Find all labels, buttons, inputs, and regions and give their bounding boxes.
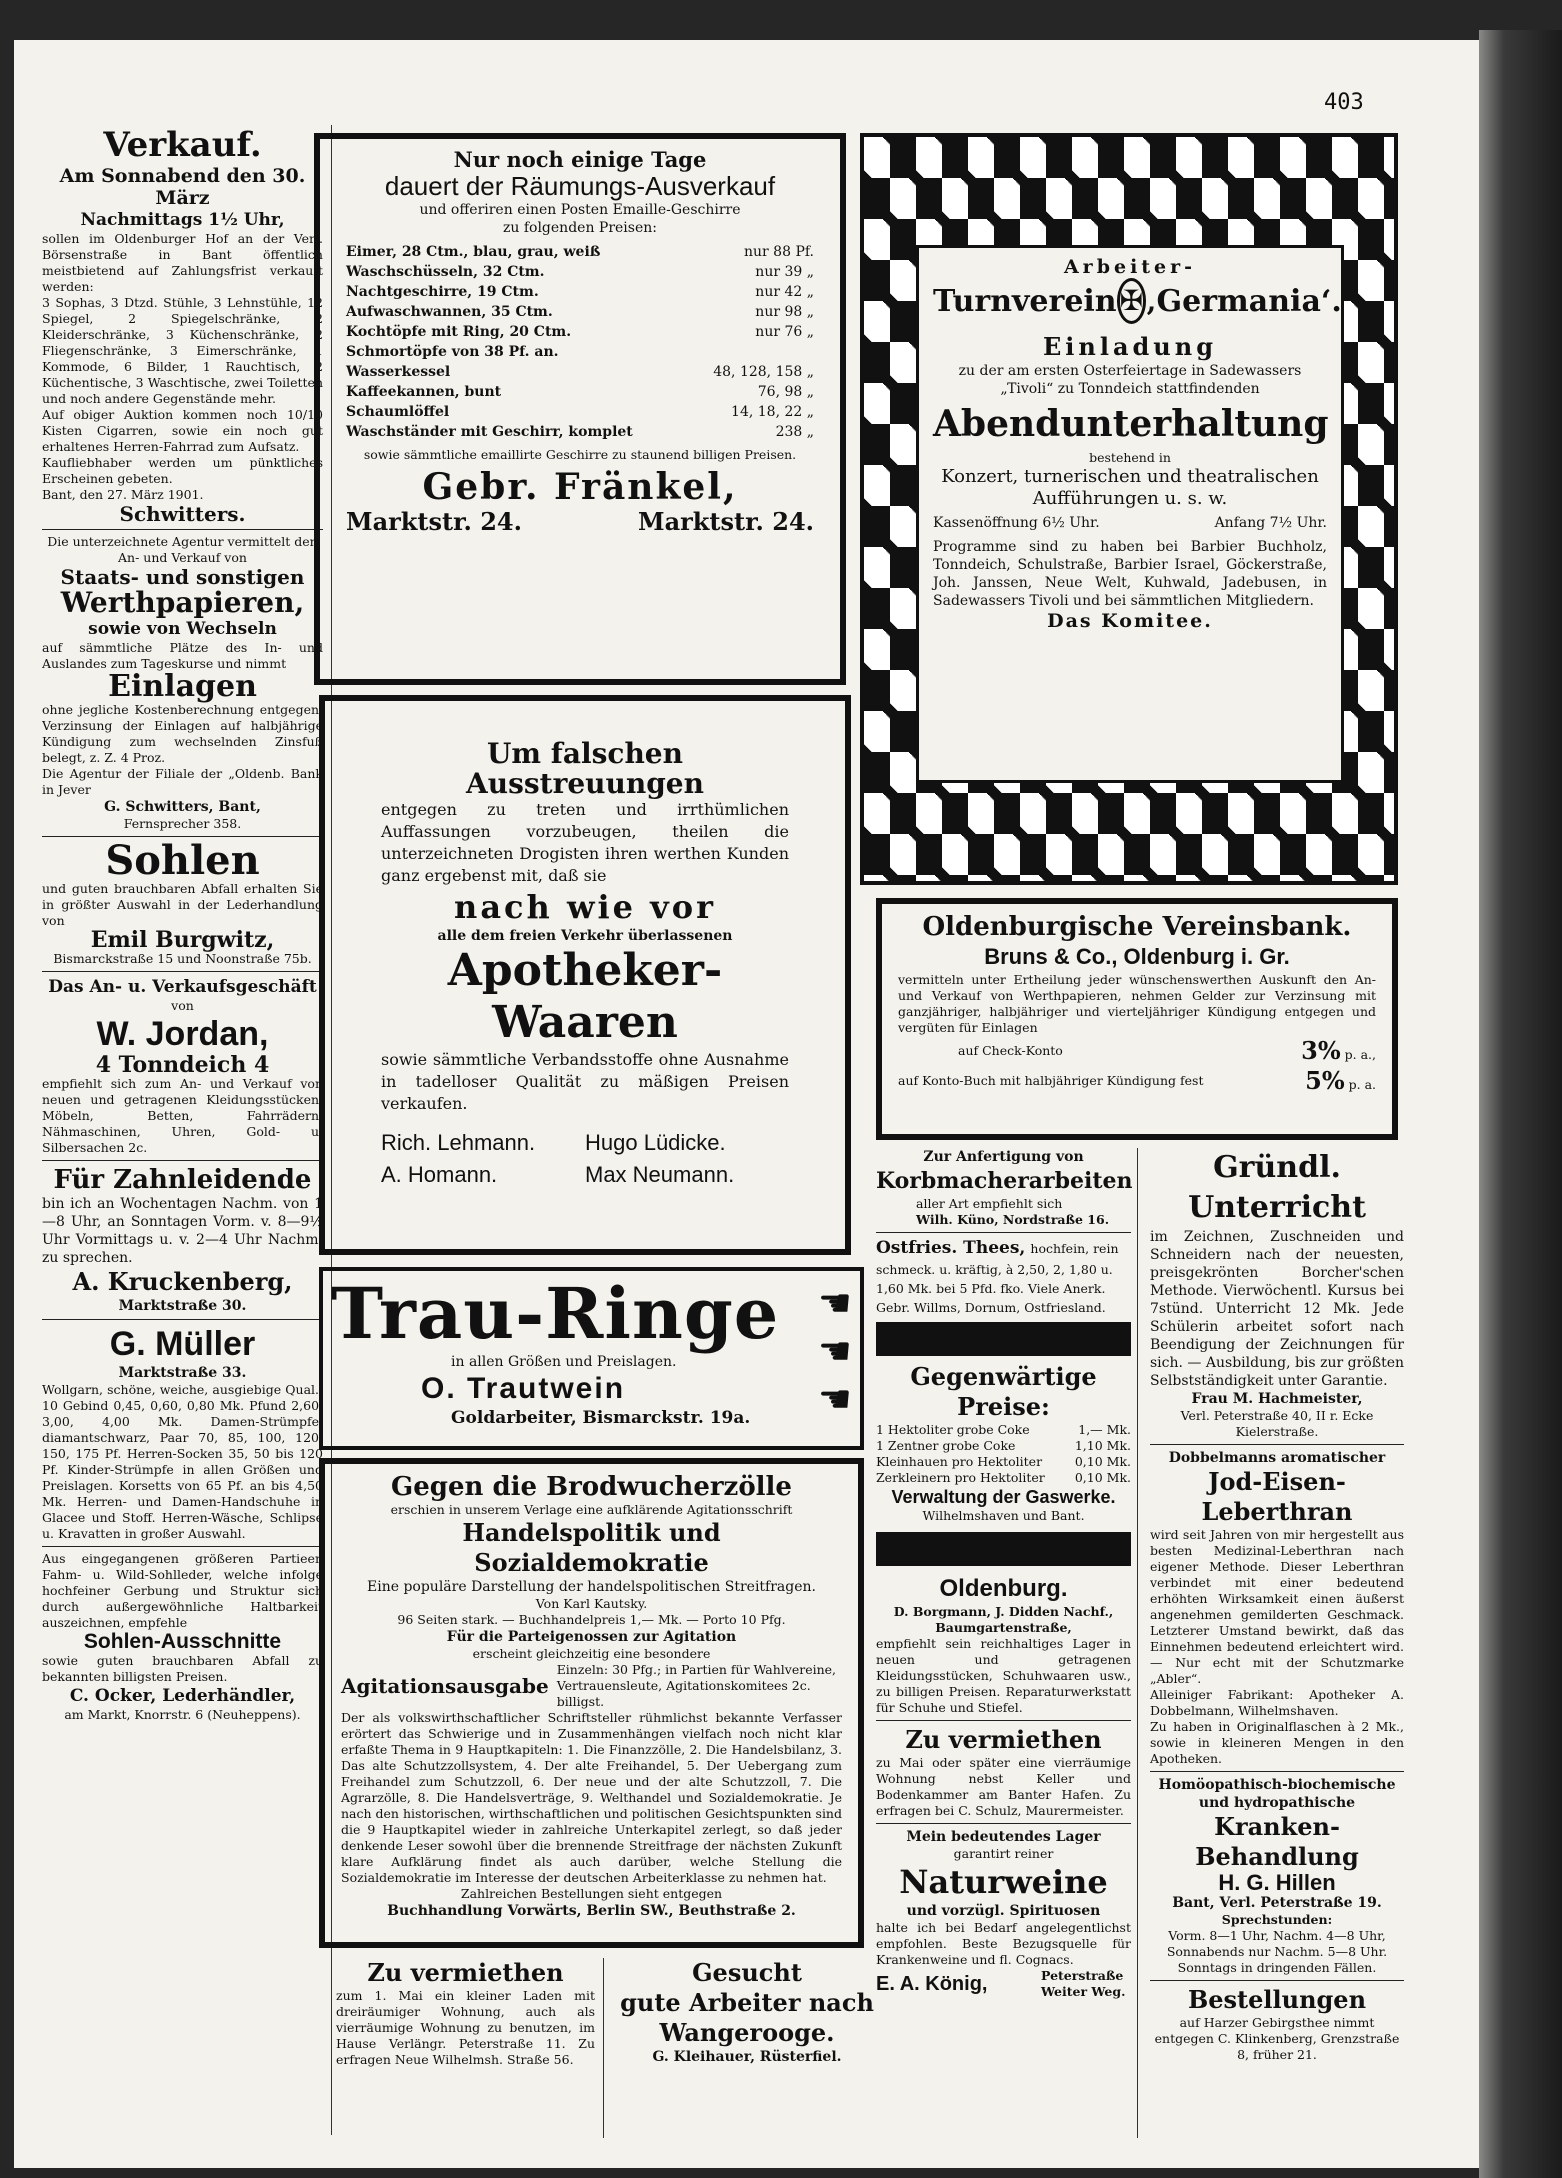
zahn-title: Für Zahnleidende bbox=[53, 1165, 312, 1195]
leberthran-body: wird seit Jahren von mir hergestellt aus besten Medizinal-Leberthran nach eigener Methode. Dieser Leberthran verbindet mit einer bedeutend erhöhten Wirksamkeit einen äußerst angenehmen gemilderten Geschmack. Letzterer Umstand bewirkt, daß das Einnehmen bedeutend erleichtert wird. — Nur echt mit der Schutzmarke „Abler“. bbox=[1150, 1527, 1404, 1686]
agentur-body: auf sämmtliche Plätze des In- und Auslandes zum Tageskurse und nimmt bbox=[42, 640, 323, 671]
mueller-name: G. Müller bbox=[109, 1325, 256, 1363]
jordan-body: empfiehlt sich zum An- und Verkauf von neuen und getragenen Kleidungsstücken, Möbeln, Betten, Fahrrädern, Nähmaschinen, Uhren, Gold- u. Silbersachen 2c. bbox=[42, 1076, 323, 1155]
ocker-body2: sowie guten brauchbaren Abfall zu bekannten billigsten Preisen. bbox=[42, 1653, 323, 1684]
sohlen-title: Sohlen bbox=[105, 837, 260, 884]
black-bar bbox=[876, 1532, 1131, 1566]
agentur-t2: Werthpapieren, bbox=[60, 586, 305, 619]
ad-mueller bbox=[42, 1324, 323, 1542]
koenig-l1: Mein bedeutendes Lager bbox=[906, 1829, 1101, 1845]
ad-gesucht bbox=[612, 1958, 874, 2138]
ad-thees bbox=[876, 1237, 1131, 1316]
ocker-title: Sohlen-Ausschnitte bbox=[83, 1630, 282, 1653]
jordan-l2: von bbox=[171, 998, 194, 1013]
leberthran-l3: Zu haben in Originalflaschen à 2 Mk., sowie in kleineren Mengen in den Apotheken. bbox=[1150, 1719, 1404, 1766]
vermiethen-left-title: Zu vermiethen bbox=[367, 1958, 564, 1987]
ad-trauringe bbox=[319, 1267, 864, 1450]
drogisten-l6: sowie sämmtliche Verbandsstoffe ohne Ausnahme in tadelloser Qualität zu mäßigen Preisen verkaufen. bbox=[381, 1050, 789, 1113]
brodwucher-l4: Eine populäre Darstellung der handelspolitischen Streitfragen. bbox=[367, 1579, 816, 1595]
price-row: Waschschüsseln, 32 Ctm. nur 39 „ bbox=[346, 264, 814, 280]
price-row: Schmortöpfe von 38 Pf. an. bbox=[346, 344, 559, 360]
jordan-l1: Das An- u. Verkaufsgeschäft bbox=[48, 977, 317, 997]
brodwucher-l10: Zahlreichen Bestellungen sieht entgegen bbox=[460, 1886, 723, 1901]
leberthran-title: Jod-Eisen-Leberthran bbox=[1201, 1467, 1353, 1526]
preise-row: 1 Zentner grobe Coke 1,10 Mk. bbox=[876, 1438, 1131, 1453]
vermiethen-mid-title: Zu vermiethen bbox=[905, 1725, 1102, 1754]
leberthran-l2: Alleiniger Fabrikant: Apotheker A. Dobbelmann, Wilhelmshaven. bbox=[1150, 1687, 1404, 1718]
koenig-l3: und vorzügl. Spirituosen bbox=[906, 1903, 1101, 1919]
ad-vereinsbank bbox=[876, 898, 1398, 1140]
brodwucher-l9: Agitationsausgabe Einzeln: 30 Pfg.; in Partien für Wahlvereine, Vertrauensleute, Agitationskomitees 2c. billigst. bbox=[341, 1662, 837, 1709]
korb-l3: aller Art empfiehlt sich bbox=[916, 1196, 1063, 1211]
hillen-l3: Sprechstunden: bbox=[1221, 1912, 1333, 1927]
ad-agentur bbox=[42, 534, 323, 832]
agentur-body3: Die Agentur der Filiale der „Oldenb. Bank in Jever bbox=[42, 766, 323, 797]
column-right bbox=[1146, 1148, 1404, 2138]
black-bar bbox=[876, 1322, 1131, 1356]
thees-title: Ostfries. Thees, bbox=[876, 1238, 1026, 1258]
fraenkel-l4: zu folgenden Preisen: bbox=[503, 220, 657, 236]
turner-emblem-icon: ✠ bbox=[1117, 278, 1146, 324]
brodwucher-l5: Von Karl Kautsky. bbox=[535, 1596, 648, 1611]
drogist-name: Rich. Lehmann. bbox=[381, 1130, 536, 1155]
agentur-sign: G. Schwitters, Bant, bbox=[104, 799, 261, 815]
agentur-phone: Fernsprecher 358. bbox=[123, 816, 242, 831]
drogisten-l4: alle dem freien Verkehr überlassenen bbox=[437, 928, 733, 944]
hillen-body: Vorm. 8—1 Uhr, Nachm. 4—8 Uhr, Sonnabends nur Nachm. 5—8 Uhr. Sonntags in dringenden Fällen. bbox=[1166, 1928, 1388, 1975]
hillen-addr: Bant, Verl. Peterstraße 19. bbox=[1172, 1895, 1382, 1911]
price-row: Waschständer mit Geschirr, komplet 238 „ bbox=[346, 424, 814, 440]
ad-fraenkel bbox=[314, 133, 846, 685]
oldenburg-title: Oldenburg. bbox=[939, 1575, 1068, 1602]
drogisten-l3: nach wie vor bbox=[454, 888, 716, 926]
germania-l2b: ‚Germania‘. bbox=[1146, 283, 1342, 319]
unterricht-sign: Frau M. Hachmeister, bbox=[1191, 1391, 1363, 1407]
korb-l2: Korbmacherarbeiten bbox=[876, 1168, 1133, 1194]
ad-jordan bbox=[42, 976, 323, 1156]
hillen-name: H. G. Hillen bbox=[1218, 1870, 1336, 1895]
newspaper-page bbox=[14, 40, 1479, 2168]
germania-l4: zu der am ersten Osterfeiertage in Sadewassers „Tivoli“ zu Tonndeich stattfindenden bbox=[958, 363, 1302, 397]
preise-row: Kleinhauen pro Hektoliter 0,10 Mk. bbox=[876, 1454, 1131, 1469]
preise-row: Zerkleinern pro Hektoliter 0,10 Mk. bbox=[876, 1470, 1131, 1485]
oldenburg-l1: D. Borgmann, J. Didden Nachf., Baumgartenstraße, bbox=[893, 1604, 1114, 1635]
brodwucher-l11: Buchhandlung Vorwärts, Berlin SW., Beuthstraße 2. bbox=[387, 1903, 796, 1919]
verkauf-sign: Schwitters. bbox=[119, 502, 246, 526]
hillen-l1: Homöopathisch-biochemische bbox=[1158, 1777, 1396, 1793]
germania-l1: Arbeiter- bbox=[1063, 256, 1197, 278]
brodwucher-l2: erschien in unserem Verlage eine aufklärende Agitationsschrift bbox=[390, 1502, 793, 1517]
fraenkel-name: Gebr. Fränkel, bbox=[422, 466, 738, 508]
trauringe-addr: Goldarbeiter, Bismarckstr. 19a. bbox=[451, 1408, 751, 1428]
zahn-body: bin ich an Wochentagen Nachm. von 1—8 Uhr, an Sonntagen Vorm. v. 8—9½ Uhr Vormittags u. v. 2—4 Uhr Nachm. zu sprechen. bbox=[42, 1196, 323, 1266]
germania-l7: Konzert, turnerischen und theatralischen Aufführungen u. s. w. bbox=[941, 466, 1319, 509]
agentur-t4: Einlagen bbox=[108, 669, 257, 704]
ad-leberthran bbox=[1150, 1449, 1404, 1767]
germania-l6: bestehend in bbox=[1089, 450, 1171, 465]
koenig-l2: garantirt reiner bbox=[953, 1846, 1054, 1861]
preise-row: 1 Hektoliter grobe Coke 1,— Mk. bbox=[876, 1422, 1131, 1437]
mueller-addr: Marktstraße 33. bbox=[118, 1365, 247, 1381]
fraenkel-l2: dauert der Räumungs-Ausverkauf bbox=[384, 171, 776, 201]
drogisten-l1: Um falschen Ausstreuungen bbox=[466, 737, 704, 800]
price-row: Aufwaschwannen, 35 Ctm. nur 98 „ bbox=[346, 304, 814, 320]
koenig-body: halte ich bei Bedarf angelegentlichst empfohlen. Beste Bezugsquelle für Krankenweine und fl. Cognacs. bbox=[876, 1920, 1131, 1967]
jordan-addr: 4 Tonndeich 4 bbox=[95, 1052, 270, 1078]
price-row: Nachtgeschirre, 19 Ctm. nur 42 „ bbox=[346, 284, 814, 300]
ocker-body: Aus eingegangenen größeren Partieen Fahm- u. Wild-Sohlleder, welche infolge hochfeiner Gerbung und Struktur sich durch außergewöhnliche Haltbarkeit auszeichnen, empfehle bbox=[42, 1551, 323, 1630]
vereinsbank-rate-2: auf Konto-Buch mit halbjähriger Kündigung fest 5% p. a. bbox=[898, 1066, 1376, 1095]
ad-verkauf bbox=[42, 125, 323, 525]
germania-l3: Einladung bbox=[1043, 332, 1217, 361]
ad-germania bbox=[860, 133, 1398, 885]
hillen-title: Kranken-Behandlung bbox=[1195, 1812, 1359, 1871]
vereinsbank-body: vermitteln unter Ertheilung jeder wünschenswerthen Auskunft den An- und Verkauf von Werthpapieren, nehmen Gelder zur Verzinsung mit ganzjähriger, halbjähriger und vierteljähriger Kündigung entgegen und vergüten für Einlagen bbox=[898, 972, 1376, 1035]
ocker-addr: am Markt, Knorrstr. 6 (Neuheppens). bbox=[64, 1707, 301, 1722]
agentur-t3: sowie von Wechseln bbox=[88, 619, 277, 639]
sohlen-name: Emil Burgwitz, bbox=[90, 927, 275, 953]
sohlen-addr: Bismarckstraße 15 und Noonstraße 75b. bbox=[53, 951, 312, 966]
ad-brodwucher bbox=[319, 1458, 864, 1948]
zahn-name: A. Kruckenberg, bbox=[72, 1267, 293, 1296]
ad-koenig bbox=[876, 1828, 1131, 2000]
drogisten-l2: entgegen zu treten und irrthümlichen Auffassungen vorzubeugen, theilen die unterzeichneten Drogisten ihren werthen Kunden ganz ergebenst mit, daß sie bbox=[381, 800, 789, 885]
agentur-body2: ohne jegliche Kostenberechnung entgegen. Verzinsung der Einlagen auf halbjährige Kündigung zum wechselnden Zinsfuß belegt, z. Z. 4 Proz. bbox=[42, 702, 323, 765]
vermiethen-mid-body: zu Mai oder später eine vierräumige Wohnung nebst Keller und Bodenkammer am Banter Hafen. Zu erfragen bei C. Schulz, Maurermeister. bbox=[876, 1755, 1131, 1818]
ad-korb bbox=[876, 1148, 1131, 1228]
drogisten-l5: Apotheker-Waaren bbox=[447, 945, 723, 1048]
ad-zahn bbox=[42, 1165, 323, 1315]
ad-bestellungen bbox=[1150, 1985, 1404, 2063]
ad-vermiethen-left bbox=[336, 1958, 604, 2138]
page-number: 403 bbox=[1324, 90, 1364, 115]
thees-body: hochfein, rein schmeck. u. kräftig, à 2,50, 2, 1,80 u. 1,60 Mk. bei 5 Pfd. fko. Viele Anerk. Gebr. Willms, Dornum, Ostfriesland. bbox=[876, 1241, 1119, 1315]
verkauf-extra: Auf obiger Auktion kommen noch 10/10 Kisten Cigarren, sowie ein noch gut erhaltenes Herren-Fahrrad zum Aufsatz. bbox=[42, 407, 323, 454]
gesucht-l2: gute Arbeiter nach bbox=[620, 1988, 874, 2017]
trauringe-name: O. Trautwein bbox=[421, 1372, 626, 1405]
verkauf-dateline: Bant, den 27. März 1901. bbox=[42, 487, 204, 502]
vermiethen-left-body: zum 1. Mai ein kleiner Laden mit dreiräumiger Wohnung, auch als vierräumige Wohnung zu benutzen, im Hause Verlängr. Peterstraße 11. Zu erfragen Neue Wilhelmsh. Straße 56. bbox=[336, 1988, 595, 2067]
ad-ocker bbox=[42, 1551, 323, 1723]
zahn-addr: Marktstraße 30. bbox=[118, 1298, 247, 1314]
unterricht-title: Gründl. Unterricht bbox=[1188, 1150, 1366, 1225]
germania-l9: Programme sind zu haben bei Barbier Buchholz, Tonndeich, Schulstraße, Barbier Israel, Göckerstraße, Joh. Janssen, Neue Welt, Kuhwald, Jadebusen, in Sadewassers Tivoli und bei sämmtlichen Mitgliedern. bbox=[933, 539, 1327, 609]
ad-vermiethen-mid bbox=[876, 1725, 1131, 1819]
unterricht-addr: Verl. Peterstraße 40, II r. Ecke Kielerstraße. bbox=[1180, 1408, 1374, 1439]
price-row: Eimer, 28 Ctm., blau, grau, weiß nur 88 Pf. bbox=[346, 244, 814, 260]
germania-l5: Abendunterhaltung bbox=[933, 403, 1329, 445]
unterricht-body: im Zeichnen, Zuschneiden und Schneidern nach der neuesten, preisgekrönten Borcher'schen Methode. Vierwöchentl. Kursus bei 7stünd. Unterricht 12 Mk. Jede Schülerin arbeitet sofort nach Beendigung der Zeichnungen für sich. — Ausbildung, bis zur größten Selbstständigkeit unter Garantie. bbox=[1150, 1229, 1404, 1389]
germania-panel bbox=[916, 245, 1344, 783]
drogist-name: Max Neumann. bbox=[585, 1162, 735, 1187]
germania-l8: Kassenöffnung 6½ Uhr. Anfang 7½ Uhr. bbox=[933, 515, 1327, 531]
brodwucher-l8: erscheint gleichzeitig eine besondere bbox=[472, 1646, 711, 1661]
ocker-name: C. Ocker, Lederhändler, bbox=[69, 1686, 296, 1706]
germania-l2a: Turnverein bbox=[933, 283, 1117, 319]
drogisten-names bbox=[381, 1127, 789, 1191]
leberthran-l1: Dobbelmanns aromatischer bbox=[1168, 1450, 1386, 1466]
verkauf-body: sollen im Oldenburger Hof an der Verl. Börsenstraße in Bant öffentlich meistbietend auf Zahlungsfrist verkauft werden: bbox=[42, 231, 323, 294]
verkauf-title: Verkauf. bbox=[103, 125, 262, 165]
verkauf-time: Nachmittags 1½ Uhr, bbox=[80, 210, 285, 230]
hillen-l2: und hydropathische bbox=[1198, 1795, 1356, 1811]
ad-preise bbox=[876, 1362, 1131, 1524]
vereinsbank-rate-1: auf Check-Konto 3% p. a., bbox=[958, 1036, 1376, 1065]
drogist-name: A. Homann. bbox=[381, 1162, 498, 1187]
germania-title-row bbox=[933, 278, 1342, 324]
koenig-sign: E. A. König, Peterstraße Weiter Weg. bbox=[876, 1968, 1126, 1999]
korb-l4: Wilh. Küno, Nordstraße 16. bbox=[916, 1212, 1110, 1227]
jordan-name: W. Jordan, bbox=[96, 1015, 269, 1053]
brodwucher-title: Gegen die Brodwucherzölle bbox=[391, 1472, 792, 1502]
bestellungen-title: Bestellungen bbox=[1187, 1985, 1367, 2014]
brodwucher-l6: 96 Seiten stark. — Buchhandelpreis 1,— Mk. — Porto 10 Pfg. bbox=[397, 1612, 786, 1627]
koenig-title: Naturweine bbox=[899, 1863, 1108, 1901]
ad-sohlen bbox=[42, 837, 323, 967]
verkauf-items: 3 Sophas, 3 Dtzd. Stühle, 3 Lehnstühle, 12 Spiegel, 2 Spiegelschränke, 2 Kleiderschränke, 3 Küchenschränke, 2 Fliegenschränke, 3 Eimerschränke, 1 Kommode, 6 Bilder, 1 Rauchtisch, 2 Küchentische, 3 Waschtische, zwei Toiletten und noch andere Gegenstände mehr. bbox=[42, 295, 323, 406]
oldenburg-body: empfiehlt sein reichhaltiges Lager in neuen und getragenen Kleidungsstücken, Schuhwaaren usw., zu billigen Preisen. Reparaturwerkstatt für Schuhe und Stiefel. bbox=[876, 1636, 1131, 1715]
book-binding bbox=[1479, 30, 1562, 2178]
preise-title: Gegenwärtige Preise: bbox=[910, 1362, 1097, 1421]
fraenkel-l3: und offeriren einen Posten Emaille-Geschirre bbox=[419, 202, 741, 218]
trauringe-l2: in allen Größen und Preislagen. bbox=[451, 1354, 677, 1370]
ad-oldenburg bbox=[876, 1574, 1131, 1716]
bestellungen-body: auf Harzer Gebirgsthee nimmt entgegen C. Klinkenberg, Grenzstraße 8, früher 21. bbox=[1154, 2015, 1400, 2062]
gesucht-sign: G. Kleihauer, Rüsterfiel. bbox=[652, 2049, 842, 2065]
sohlen-body: und guten brauchbaren Abfall erhalten Sie in größter Auswahl in der Lederhandlung von bbox=[42, 881, 323, 928]
agentur-t1: Staats- und sonstigen bbox=[60, 565, 305, 589]
fraenkel-l1: Nur noch einige Tage bbox=[453, 147, 707, 172]
vereinsbank-sub: Bruns & Co., Oldenburg i. Gr. bbox=[984, 944, 1290, 969]
ad-unterricht bbox=[1150, 1148, 1404, 1440]
fraenkel-price-list bbox=[346, 243, 814, 443]
price-row: Wasserkessel 48, 128, 158 „ bbox=[346, 364, 814, 380]
price-row: Schaumlöffel 14, 18, 22 „ bbox=[346, 404, 814, 420]
ad-hillen bbox=[1150, 1776, 1404, 1976]
brodwucher-l7: Für die Parteigenossen zur Agitation bbox=[446, 1629, 737, 1645]
brodwucher-l3: Handelspolitik und Sozialdemokratie bbox=[462, 1518, 721, 1577]
agentur-intro: Die unterzeichnete Agentur vermittelt den An- und Verkauf von bbox=[47, 534, 318, 565]
verkauf-note: Kaufliebhaber werden um pünktliches Erscheinen gebeten. bbox=[42, 455, 323, 486]
fraenkel-l5: sowie sämmtliche emaillirte Geschirre zu staunend billigen Preisen. bbox=[363, 447, 797, 462]
gesucht-l3: Wangerooge. bbox=[659, 2018, 835, 2047]
column-left bbox=[42, 125, 332, 2135]
gesucht-l1: Gesucht bbox=[692, 1958, 802, 1987]
preise-sub: Wilhelmshaven und Bant. bbox=[922, 1508, 1085, 1523]
mueller-body: Wollgarn, schöne, weiche, ausgiebige Qual., 10 Gebind 0,45, 0,60, 0,80 Mk. Pfund 2,60, 3,00, 4,00 Mk. Damen-Strümpfe, diamantschwarz, Paar 70, 85, 100, 120, 150, 175 Pf. Herren-Socken 35, 50 bis 120 Pf. Kinder-Strümpfe in allen Größen und Preislagen. Korsetts von 65 Pf. an bis 4,50 Mk. Herren- und Damen-Handschuhe in Glacee und Stoff. Herren-Wäsche, Schlipse u. Kravatten in großer Auswahl. bbox=[42, 1382, 323, 1541]
germania-sign: Das Komitee. bbox=[1047, 610, 1213, 632]
price-row: Kaffeekannen, bunt 76, 98 „ bbox=[346, 384, 814, 400]
drogist-name: Hugo Lüdicke. bbox=[585, 1130, 726, 1155]
brodwucher-body: Der als volkswirthschaftlicher Schriftsteller rühmlichst bekannte Verfasser erörtert das Schwierige und in Zusammenhängen vielfach noch nicht klar erfaßte Thema in 9 Hauptkapiteln: 1. Die Finanzzölle, 2. Die Handelsbilanz, 3. Das alte Schutzzollsystem, 4. Der alte Freihandel, 5. Der Uebergang zum Freihandel zum Schutzzoll, 6. Der neue und der alte Schutzzoll, 7. Die Agrarzölle, 8. Die Handelsverträge, 9. Welthandel und Sozialdemokratie. Je nach den historischen, wirthschaftlichen und politischen Gesichtspunkten sind die 9 Hauptkapitel wieder in zahlreiche Unterkapitel zerlegt, so daß jeder denkende Leser sowohl über die brennende Streitfrage der nächsten Zukunft klare Aufklärung findet als auch darüber, welche Stellung die Sozialdemokratie im Interesse der deutschen Arbeiterklasse zu nehmen hat. bbox=[341, 1710, 842, 1885]
column-middle-right bbox=[876, 1148, 1138, 2138]
ad-drogisten bbox=[319, 695, 851, 1255]
fraenkel-addr: Marktstr. 24. Marktstr. 24. bbox=[346, 507, 814, 536]
trauringe-title: Trau-Ringe bbox=[331, 1272, 780, 1355]
korb-l1: Zur Anfertigung von bbox=[923, 1149, 1084, 1165]
pointing-hand-icon: ☚ ☚ ☚ bbox=[817, 1281, 852, 1421]
verkauf-date: Am Sonnabend den 30. März bbox=[59, 165, 306, 209]
vereinsbank-title: Oldenburgische Vereinsbank. bbox=[922, 912, 1352, 942]
preise-sign: Verwaltung der Gaswerke. bbox=[891, 1487, 1116, 1507]
price-row: Kochtöpfe mit Ring, 20 Ctm. nur 76 „ bbox=[346, 324, 814, 340]
